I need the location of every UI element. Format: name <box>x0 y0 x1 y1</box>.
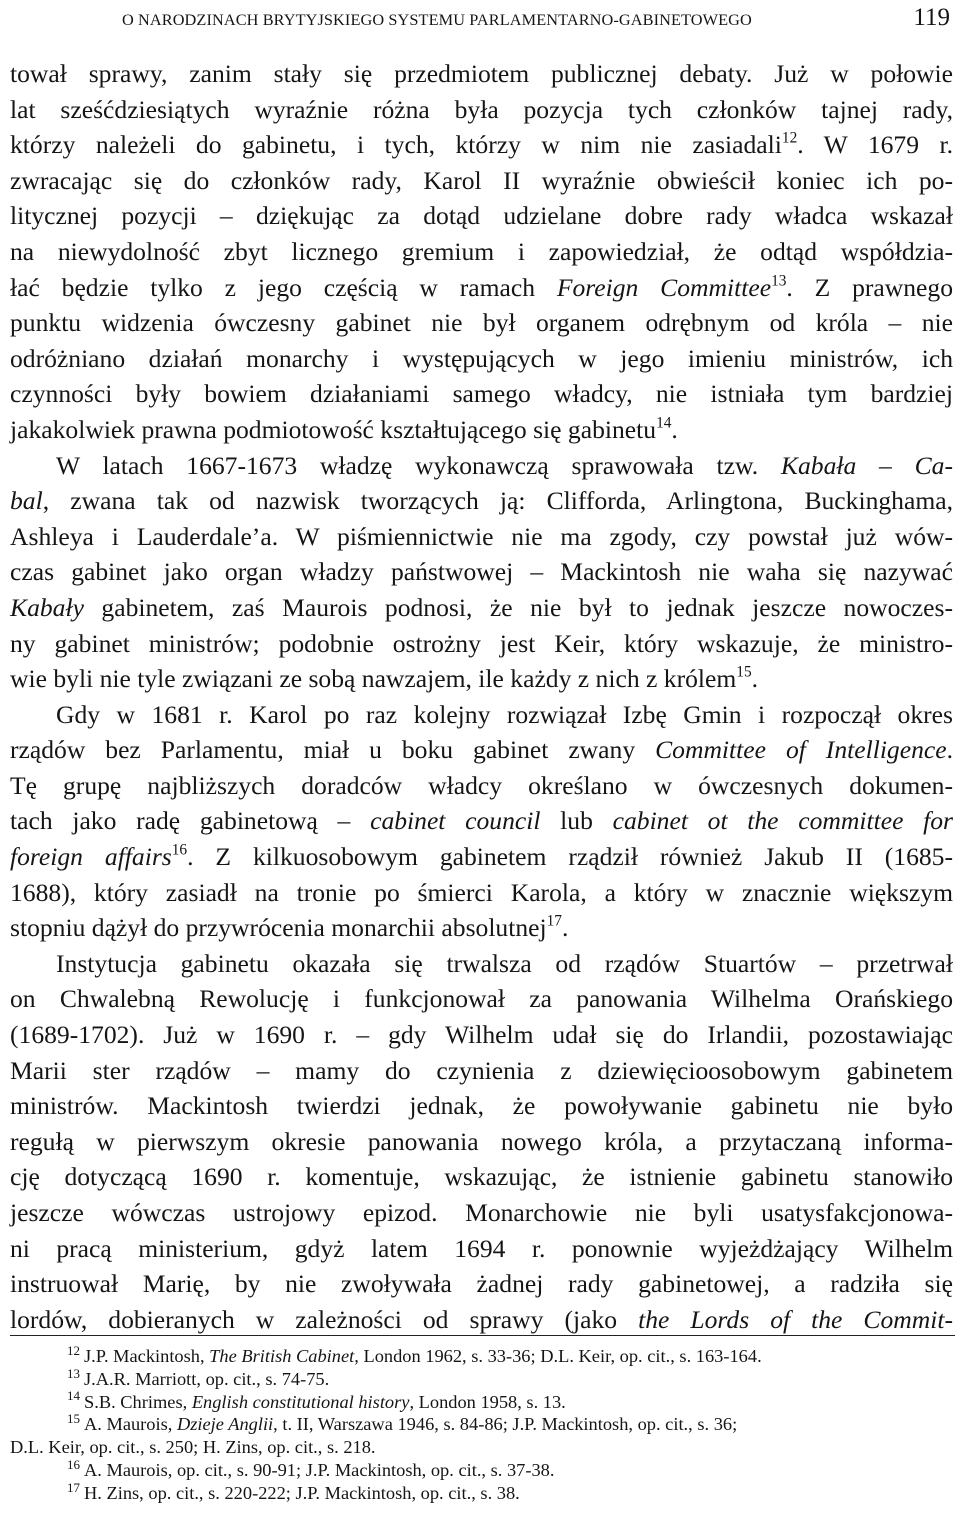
footnote: 17 H. Zins, op. cit., s. 220-222; J.P. Mackintosh, op. cit., s. 38. <box>67 1479 520 1503</box>
text-line: czynności były bowiem działaniami samego władcy, nie istniała tym bardziej <box>10 379 953 409</box>
footnote-ref[interactable]: 16 <box>171 841 188 859</box>
footnote: 14 S.B. Chrimes, English constitutional history, London 1958, s. 13. <box>67 1388 566 1412</box>
text-line: Gdy w 1681 r. Karol po raz kolejny rozwiązał Izbę Gmin i rozpoczął okres <box>56 699 953 729</box>
text-line: instruował Marię, by nie zwoływała żadnej rady gabinetowej, a radziła się <box>10 1269 953 1299</box>
text-line: czas gabinet jako organ władzy państwowej – Mackintosh nie waha się nazywać <box>10 557 953 587</box>
footnote-ref[interactable]: 13 <box>771 271 787 289</box>
text-line: łać będzie tylko z jego częścią w ramach Foreign Committee$^{13}$. Z prawnego <box>10 271 953 302</box>
text-line: ni pracą ministerium, gdyż latem 1694 r. ponownie wyjeżdżający Wilhelm <box>10 1233 953 1263</box>
text-line: Kabały gabinetem, zaś Maurois podnosi, że nie był to jednak jeszcze nowoczes- <box>10 592 953 622</box>
text-line: cję dotyczącą 1690 r. komentuje, wskazując, że istnienie gabinetu stanowiło <box>10 1162 953 1192</box>
text-line: (1689-1702). Już w 1690 r. – gdy Wilhelm udał się do Irlandii, pozostawiając <box>10 1020 953 1050</box>
text-line: litycznej pozycji – dziękując za dotąd udzielane dobre rady władca wskazał <box>10 201 953 231</box>
footnotes <box>10 1342 955 1505</box>
footnote: 15 A. Maurois, Dzieje Anglii, t. II, Warszawa 1946, s. 84-86; J.P. Mackintosh, op. cit., s. 36; <box>67 1411 738 1435</box>
text-line: którzy należeli do gabinetu, i tych, którzy w nim nie zasiadali$^{12}$. W 1679 r. <box>10 129 954 160</box>
footnote: 12 J.P. Mackintosh, The British Cabinet, London 1962, s. 33-36; D.L. Keir, op. cit., s. 163-164. <box>67 1342 762 1366</box>
footnote: 16 A. Maurois, op. cit., s. 90-91; J.P. Mackintosh, op. cit., s. 37-38. <box>67 1456 555 1480</box>
text-line: jakakolwiek prawna podmiotowość kształtującego się gabinetu$^{14}$. <box>10 414 678 444</box>
text-line: jeszcze wówczas ustrojowy epizod. Monarchowie nie byli usatysfakcjonowa- <box>10 1198 953 1227</box>
text-line: Ashleya i Lauderdale’a. W piśmiennictwie nie ma zgody, czy powstał już wów- <box>10 521 953 551</box>
text-line: on Chwalebną Rewolucję i funkcjonował za panowania Wilhelma Orańskiego <box>10 984 953 1014</box>
footnote-ref[interactable]: 12 <box>781 129 798 147</box>
footnote-continuation: D.L. Keir, op. cit., s. 250; H. Zins, op. cit., s. 218. <box>10 1437 376 1458</box>
text-line: odróżniano działań monarchy i występujących w jego imieniu ministrów, ich <box>10 343 953 373</box>
text-line: stopniu dążył do przywrócenia monarchii absolutnej$^{17}$. <box>10 912 569 943</box>
text-line: Marii ster rządów – mamy do czynienia z dziewięcioosobowym gabinetem <box>10 1055 953 1085</box>
text-line: ministrów. Mackintosh twierdzi jednak, że powoływanie gabinetu nie było <box>10 1091 953 1121</box>
text-line: Tę grupę najbliższych doradców władcy określano w ówczesnych dokumen- <box>10 770 953 800</box>
footnote-ref[interactable]: 17 <box>546 912 562 930</box>
text-line: tach jako radę gabinetową – cabinet council lub cabinet ot the committee for <box>10 806 954 836</box>
text-line: zwracając się do członków rady, Karol II wyraźnie obwieścił koniec ich po- <box>10 165 953 195</box>
running-title: O NARODZINACH BRYTYJSKIEGO SYSTEMU PARLAMENTARNO-GABINETOWEGO <box>122 10 752 29</box>
footnote-ref[interactable]: 14 <box>656 414 672 432</box>
text-line: rządów bez Parlamentu, miał u boku gabinet zwany Committee of Intelligence. <box>10 735 954 765</box>
footnote-ref[interactable]: 15 <box>736 663 752 681</box>
text-line: na niewydolność zbyt licznego gremium i zapowiedział, że odtąd współdzia- <box>10 236 953 266</box>
page-number: 119 <box>913 4 950 31</box>
text-line: Instytucja gabinetu okazała się trwalsza od rządów Stuartów – przetrwał <box>56 948 953 978</box>
main-text <box>10 56 953 1337</box>
text-line: regułą w pierwszym okresie panowania nowego króla, a przytaczaną informa- <box>10 1126 953 1156</box>
text-line: tował sprawy, zanim stały się przedmiotem publicznej debaty. Już w połowie <box>10 59 953 88</box>
text-line: ny gabinet ministrów; podobnie ostrożny jest Keir, który wskazuje, że ministro- <box>10 628 953 658</box>
text-line: lordów, dobieranych w zależności od sprawy (jako the Lords of the Commit- <box>10 1304 953 1334</box>
page-header <box>122 4 950 30</box>
footnote-separator <box>10 1335 955 1336</box>
text-line: foreign affairs$^{16}$. Z kilkuosobowym gabinetem rządził również Jakub II (1685- <box>10 841 953 872</box>
text-line: punktu widzenia ówczesny gabinet nie był organem odrębnym od króla – nie <box>10 308 953 338</box>
text-line: bal, zwana tak od nazwisk tworzących ją: Clifforda, Arlingtona, Buckinghama, <box>10 486 953 516</box>
text-line: wie byli nie tyle związani ze sobą nawzajem, ile każdy z nich z królem$^{15}$. <box>10 663 759 694</box>
text-line: lat sześćdziesiątych wyraźnie różna była pozycja tych członków tajnej rady, <box>10 94 953 124</box>
text-line: 1688), który zasiadł na tronie po śmierci Karola, a który w znacznie większym <box>10 877 953 907</box>
text-line: W latach 1667-1673 władzę wykonawczą sprawowała tzw. Kabała – Ca- <box>56 450 953 480</box>
footnote: 13 J.A.R. Marriott, op. cit., s. 74-75. <box>67 1365 330 1389</box>
